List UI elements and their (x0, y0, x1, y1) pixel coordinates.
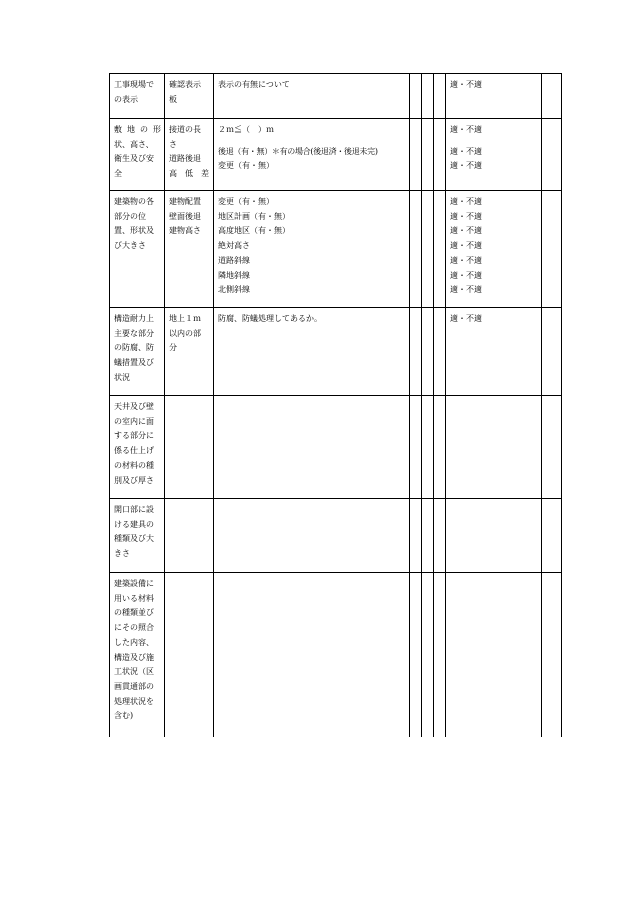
item-text: の表示 (114, 94, 138, 104)
extra-cell (542, 396, 562, 499)
table-row (110, 119, 562, 191)
item-text: 開口部に設 (114, 505, 154, 514)
table-row (110, 191, 562, 308)
check-text: 確認表示 (169, 80, 201, 89)
result-cell (446, 191, 542, 308)
extra-cell (542, 119, 562, 191)
result-text: 適・不適 (450, 270, 482, 280)
item-text: 建築設備に (114, 579, 154, 588)
desc-text: 高度地区（有・無） (218, 226, 290, 236)
result-cell (446, 396, 542, 499)
item-text: 蟻措置及び (114, 358, 154, 368)
result-text: 適・不適 (450, 241, 482, 251)
desc-text: 北側斜線 (218, 285, 250, 295)
mark-cell (410, 74, 422, 119)
mark-cell (434, 191, 446, 308)
desc-text: 絶対高さ (218, 241, 250, 251)
item-text: 天井及び壁 (114, 402, 154, 411)
desc-cell (214, 191, 410, 308)
mark-cell (434, 396, 446, 499)
check-text: さ (169, 139, 177, 149)
item-text: 画貫通部の (114, 681, 154, 691)
check-cell (165, 74, 214, 119)
result-cell (446, 74, 542, 119)
result-text: 適・不適 (450, 314, 482, 323)
item-text: 種類及び大 (114, 534, 154, 544)
item-text: 衛生及び安 (114, 154, 154, 164)
result-text: 適・不適 (450, 197, 482, 206)
check-text: 道路後退 (169, 154, 201, 164)
mark-cell (422, 499, 434, 573)
item-text: の室内に面 (114, 416, 154, 426)
check-cell (165, 499, 214, 573)
extra-cell (542, 74, 562, 119)
mark-cell (422, 119, 434, 191)
check-text: 接道の長 (169, 125, 201, 134)
item-text: きさ (114, 549, 130, 559)
item-cell (110, 499, 165, 573)
item-text: 構造及び施 (114, 652, 154, 662)
mark-cell (422, 573, 434, 737)
item-text: 部分の位 (114, 211, 146, 221)
result-text: 適・不適 (450, 255, 482, 265)
item-cell (110, 74, 165, 119)
item-text: 係る仕上げ (114, 446, 154, 456)
desc-cell (214, 499, 410, 573)
item-text: 主要な部分 (114, 328, 154, 338)
desc-cell (214, 396, 410, 499)
check-cell (165, 119, 214, 191)
item-text: 工事現場で (114, 80, 154, 89)
mark-cell (422, 396, 434, 499)
desc-text: ２ｍ≦（ ）ｍ (218, 125, 274, 134)
item-text: ける建具の (114, 519, 154, 529)
desc-text: 隣地斜線 (218, 270, 250, 280)
extra-cell (542, 573, 562, 737)
desc-text: 道路斜線 (218, 255, 250, 265)
desc-text: 防腐、防蟻処理してあるか。 (218, 314, 322, 323)
result-cell (446, 499, 542, 573)
item-text: する部分に (114, 431, 154, 441)
desc-cell (214, 308, 410, 396)
mark-cell (434, 119, 446, 191)
desc-text: 変更（有・無） (218, 161, 274, 171)
extra-cell (542, 191, 562, 308)
result-text: 適・不適 (450, 161, 482, 171)
check-cell (165, 191, 214, 308)
item-cell (110, 573, 165, 737)
result-cell (446, 308, 542, 396)
check-text: 建物高さ (169, 226, 201, 236)
mark-cell (410, 396, 422, 499)
mark-cell (434, 74, 446, 119)
inspection-table (109, 73, 562, 737)
desc-text: 地区計画（有・無） (218, 211, 290, 221)
mark-cell (410, 119, 422, 191)
check-cell (165, 573, 214, 737)
desc-text: 表示の有無について (218, 80, 290, 89)
mark-cell (410, 308, 422, 396)
mark-cell (410, 499, 422, 573)
result-text: 適・不適 (450, 125, 482, 134)
item-text: の種類並び (114, 608, 154, 618)
item-text: 構造耐力上 (114, 314, 154, 323)
mark-cell (434, 308, 446, 396)
item-text: した内容、 (114, 637, 154, 647)
item-text: 別及び厚さ (114, 475, 154, 485)
item-text: にその照合 (114, 623, 154, 633)
mark-cell (422, 74, 434, 119)
check-text: 地上１ｍ (169, 314, 201, 323)
item-text: 建築物の各 (114, 197, 154, 206)
table-row (110, 499, 562, 573)
result-text: 適・不適 (450, 80, 482, 89)
desc-cell (214, 74, 410, 119)
item-text: 置、形状及 (114, 226, 154, 236)
mark-cell (434, 573, 446, 737)
result-cell (446, 119, 542, 191)
item-text: 用いる材料 (114, 593, 154, 603)
mark-cell (434, 499, 446, 573)
item-text: 敷地の形 (114, 125, 161, 134)
check-text: 壁面後退 (169, 211, 201, 221)
result-text: 適・不適 (450, 285, 482, 295)
mark-cell (422, 191, 434, 308)
item-text: 状、高さ、 (114, 139, 154, 149)
item-text: 処理状況を (114, 696, 154, 706)
result-text: 適・不適 (450, 146, 482, 156)
item-text: び大きさ (114, 241, 146, 251)
item-text: の材料の種 (114, 460, 154, 470)
check-cell (165, 308, 214, 396)
desc-text: 後退（有・無）＊有の場合(後退済・後退未完) (218, 146, 378, 156)
mark-cell (422, 308, 434, 396)
item-cell (110, 119, 165, 191)
extra-cell (542, 308, 562, 396)
table-row (110, 74, 562, 119)
table-row (110, 396, 562, 499)
table-row (110, 308, 562, 396)
item-cell (110, 191, 165, 308)
check-text: 建物配置 (169, 197, 201, 206)
check-text: 分 (169, 343, 177, 353)
desc-cell (214, 573, 410, 737)
check-text: 以内の部 (169, 328, 201, 338)
mark-cell (410, 573, 422, 737)
mark-cell (410, 191, 422, 308)
table-row (110, 573, 562, 737)
item-text: の防腐、防 (114, 343, 154, 353)
item-text: 全 (114, 169, 122, 179)
desc-text: 変更（有・無） (218, 197, 274, 206)
result-text: 適・不適 (450, 211, 482, 221)
result-text: 適・不適 (450, 226, 482, 236)
item-text: 状況 (114, 372, 130, 382)
item-cell (110, 396, 165, 499)
item-cell (110, 308, 165, 396)
result-cell (446, 573, 542, 737)
check-text: 板 (169, 94, 177, 104)
check-text: 高 低 差 (169, 169, 209, 179)
desc-cell (214, 119, 410, 191)
extra-cell (542, 499, 562, 573)
check-cell (165, 396, 214, 499)
item-text: 含む) (114, 711, 134, 721)
item-text: 工状況（区 (114, 667, 154, 677)
